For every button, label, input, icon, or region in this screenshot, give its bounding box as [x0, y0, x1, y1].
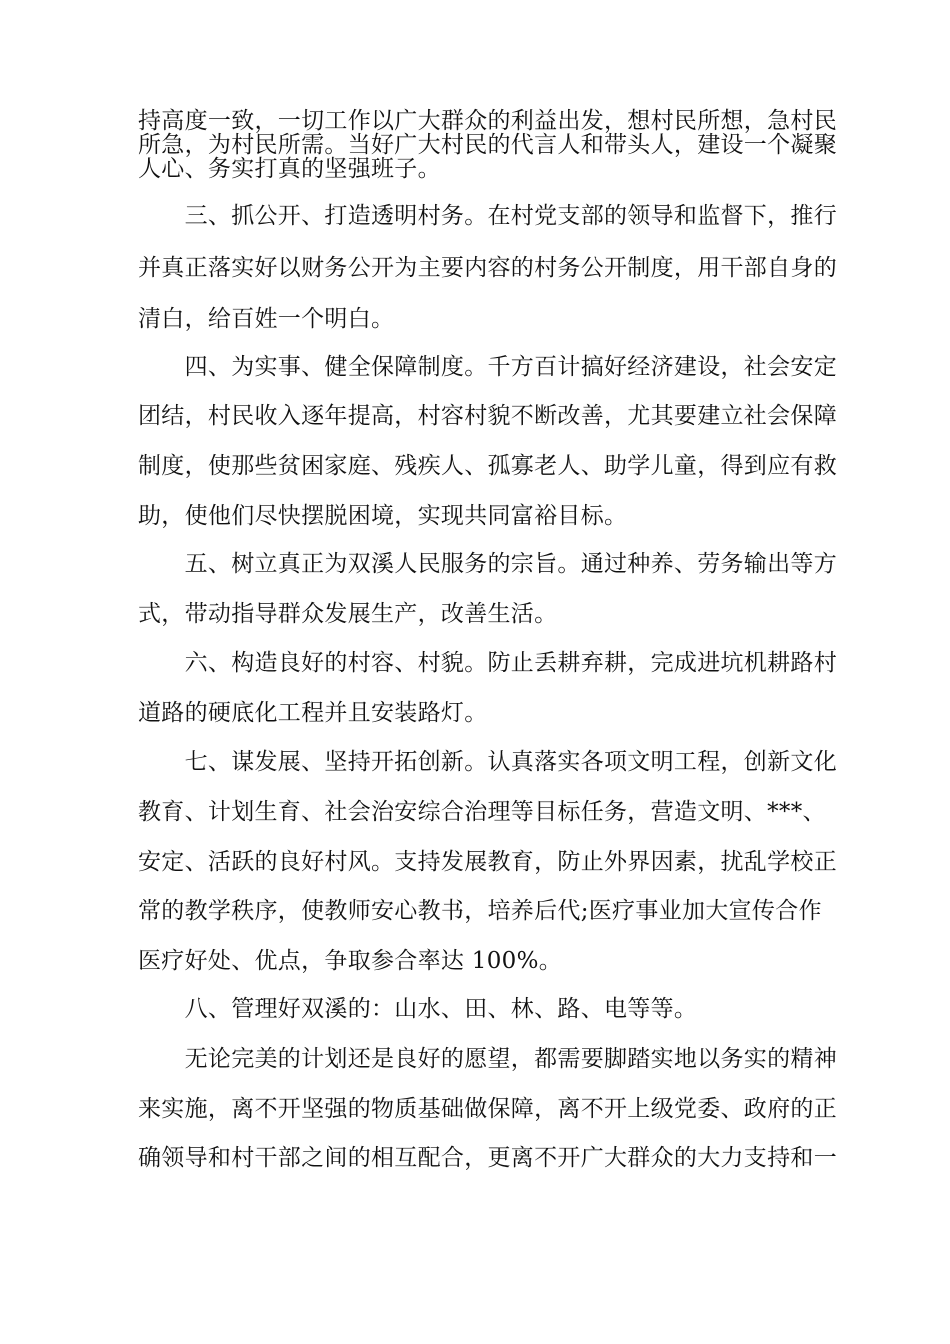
- text-line: 教育、计划生育、社会治安综合治理等目标任务，营造文明、***、: [138, 799, 826, 825]
- text-line: 清白，给百姓一个明白。: [138, 306, 395, 332]
- text-line: 式，带动指导群众发展生产，改善生活。: [138, 601, 558, 627]
- text-line: 并真正落实好以财务公开为主要内容的村务公开制度，用干部自身的: [138, 255, 837, 281]
- text-line: 来实施，离不开坚强的物质基础做保障，离不开上级党委、政府的正: [138, 1096, 837, 1122]
- text-line: 助，使他们尽快摆脱困境，实现共同富裕目标。: [138, 503, 628, 529]
- text-line: 三、抓公开、打造透明村务。在村党支部的领导和监督下，推行: [138, 203, 837, 229]
- text-line: 医疗好处、优点，争取参合率达 100%。: [138, 948, 563, 974]
- text-line: 常的教学秩序，使教师安心教书，培养后代;医疗事业加大宣传合作: [138, 898, 822, 924]
- text-line: 确领导和村干部之间的相互配合，更离不开广大群众的大力支持和一: [138, 1145, 837, 1171]
- text-line: 所急，为村民所需。当好广大村民的代言人和带头人，建设一个凝聚: [138, 132, 837, 158]
- text-line: 六、构造良好的村容、村貌。防止丢耕弃耕，完成进坑机耕路村: [138, 650, 837, 676]
- text-line: 团结，村民收入逐年提高，村容村貌不断改善，尤其要建立社会保障: [138, 403, 837, 429]
- text-line: 四、为实事、健全保障制度。千方百计搞好经济建设，社会安定: [138, 354, 837, 380]
- text-line: 安定、活跃的良好村风。支持发展教育，防止外界因素，扰乱学校正: [138, 849, 837, 875]
- text-line: 持高度一致，一切工作以广大群众的利益出发，想村民所想，急村民: [138, 108, 837, 134]
- text-line: 制度，使那些贫困家庭、残疾人、孤寡老人、助学儿童，得到应有救: [138, 453, 837, 479]
- text-line: 七、谋发展、坚持开拓创新。认真落实各项文明工程，创新文化: [138, 749, 837, 775]
- text-line: 无论完美的计划还是良好的愿望，都需要脚踏实地以务实的精神: [138, 1046, 837, 1072]
- text-line: 人心、务实打真的坚强班子。: [138, 156, 441, 182]
- text-line: 八、管理好双溪的：山水、田、林、路、电等等。: [138, 996, 698, 1022]
- text-line: 道路的硬底化工程并且安装路灯。: [138, 700, 488, 726]
- text-line: 五、树立真正为双溪人民服务的宗旨。通过种养、劳务输出等方: [138, 551, 837, 577]
